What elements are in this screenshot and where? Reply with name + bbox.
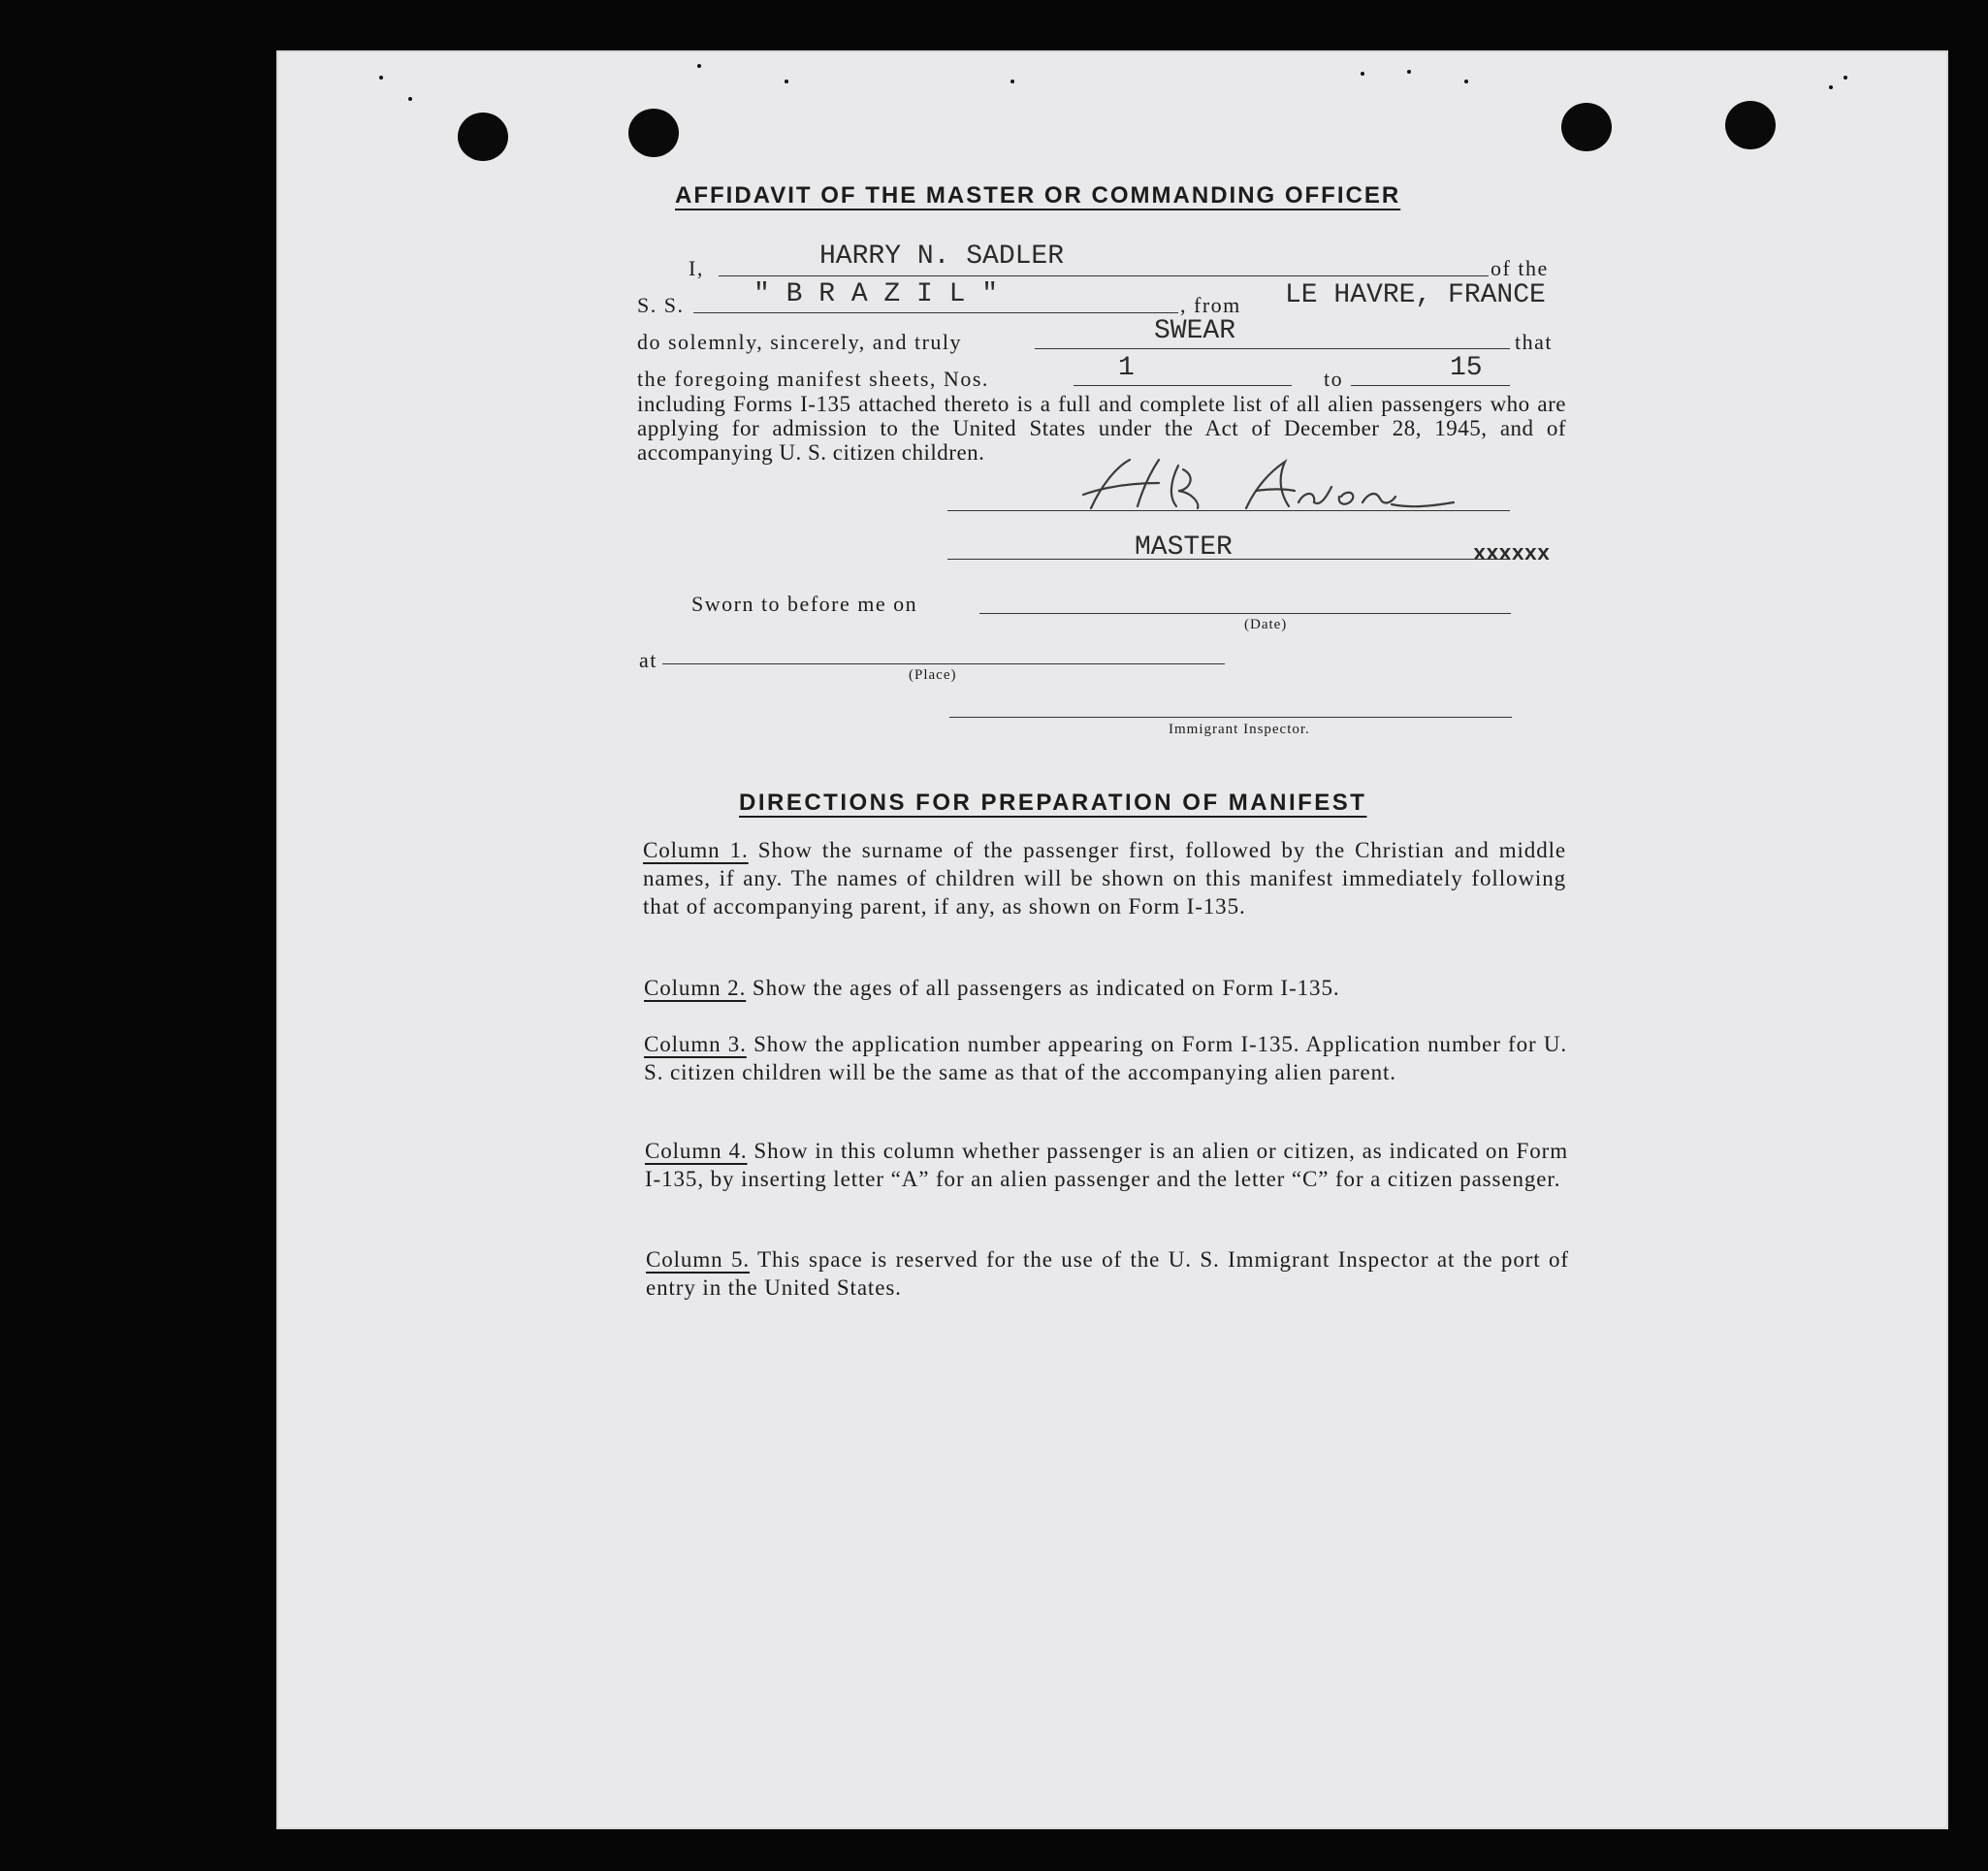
i-label: I, <box>689 256 704 280</box>
column-label: Column 3. <box>644 1032 747 1056</box>
place-line <box>662 663 1225 664</box>
speck <box>379 76 383 80</box>
place-caption: (Place) <box>909 667 957 683</box>
direction-column-1 <box>643 836 1566 920</box>
speck <box>1464 80 1468 83</box>
column-text: This space is reserved for the use of the U. S. Immigrant Inspector at the port of entry in the United States. <box>646 1247 1569 1300</box>
to-label: to <box>1324 367 1344 391</box>
speck <box>1844 76 1847 80</box>
of-the-label: of the <box>1491 256 1549 280</box>
column-text: Show the ages of all passengers as indicated on Form I-135. <box>752 976 1340 1000</box>
direction-column-5 <box>646 1245 1569 1302</box>
direction-column-4 <box>645 1137 1568 1193</box>
punch-hole <box>628 109 679 157</box>
speck <box>1010 80 1014 83</box>
sheet-to-line <box>1351 385 1510 386</box>
oath-word: SWEAR <box>1154 316 1236 346</box>
direction-column-2 <box>644 974 1567 1002</box>
do-solemnly-label: do solemnly, sincerely, and truly <box>637 330 963 354</box>
signature <box>1062 448 1469 526</box>
speck <box>1407 70 1411 74</box>
inspector-line <box>949 717 1512 718</box>
ship-line <box>693 312 1178 313</box>
name-line <box>719 275 1489 276</box>
from-label: , from <box>1180 293 1241 317</box>
date-caption: (Date) <box>1244 617 1288 632</box>
column-label: Column 4. <box>645 1139 748 1163</box>
date-line <box>979 613 1511 614</box>
speck <box>785 80 788 83</box>
punch-hole <box>1725 101 1776 149</box>
speck <box>697 64 701 68</box>
rank-suffix: xxxxxx <box>1473 542 1551 566</box>
rank: MASTER <box>1135 532 1233 563</box>
speck <box>408 97 412 101</box>
sheet-to: 15 <box>1450 353 1483 383</box>
at-label: at <box>639 648 657 672</box>
that-label: that <box>1515 330 1553 354</box>
master-name: HARRY N. SADLER <box>819 242 1065 272</box>
affidavit-body: including Forms I-135 attached thereto is a full and complete list of all alien passengers who are applying for admission to the United States under the Act of December 28, 1945, and of accompanying U. S. citizen children. <box>637 392 1566 465</box>
foregoing-label: the foregoing manifest sheets, Nos. <box>637 367 989 391</box>
port-name: LE HAVRE, FRANCE <box>1285 280 1546 310</box>
affidavit-title: AFFIDAVIT OF THE MASTER OR COMMANDING OFFICER <box>675 182 1401 209</box>
sheet-from: 1 <box>1118 353 1135 383</box>
sworn-label: Sworn to before me on <box>691 592 918 616</box>
column-text: Show in this column whether passenger is an alien or citizen, as indicated on Form I-135, by inserting letter “A” for an alien passenger and the letter “C” for a citizen passenger. <box>645 1139 1568 1191</box>
speck <box>1829 85 1833 89</box>
column-label: Column 1. <box>643 838 749 862</box>
inspector-caption: Immigrant Inspector. <box>1169 722 1310 737</box>
document-page <box>276 50 1948 1829</box>
column-text: Show the surname of the passenger first, followed by the Christian and middle names, if any. The names of children will be shown on this manifest immediately following that of accompanying parent, if any, as shown on Form I-135. <box>643 838 1566 919</box>
column-text: Show the application number appearing on Form I-135. Application number for U. S. citizen children will be the same as that of the accompanying alien parent. <box>644 1032 1567 1084</box>
oath-line <box>1035 348 1510 349</box>
punch-hole <box>458 113 508 161</box>
column-label: Column 2. <box>644 976 747 1000</box>
directions-title: DIRECTIONS FOR PREPARATION OF MANIFEST <box>739 790 1367 816</box>
ss-label: S. S. <box>637 293 685 317</box>
speck <box>1361 72 1364 76</box>
sheet-from-line <box>1074 385 1292 386</box>
direction-column-3 <box>644 1030 1567 1086</box>
ship-name: " B R A Z I L " <box>754 279 999 309</box>
punch-hole <box>1561 103 1612 151</box>
column-label: Column 5. <box>646 1247 751 1272</box>
